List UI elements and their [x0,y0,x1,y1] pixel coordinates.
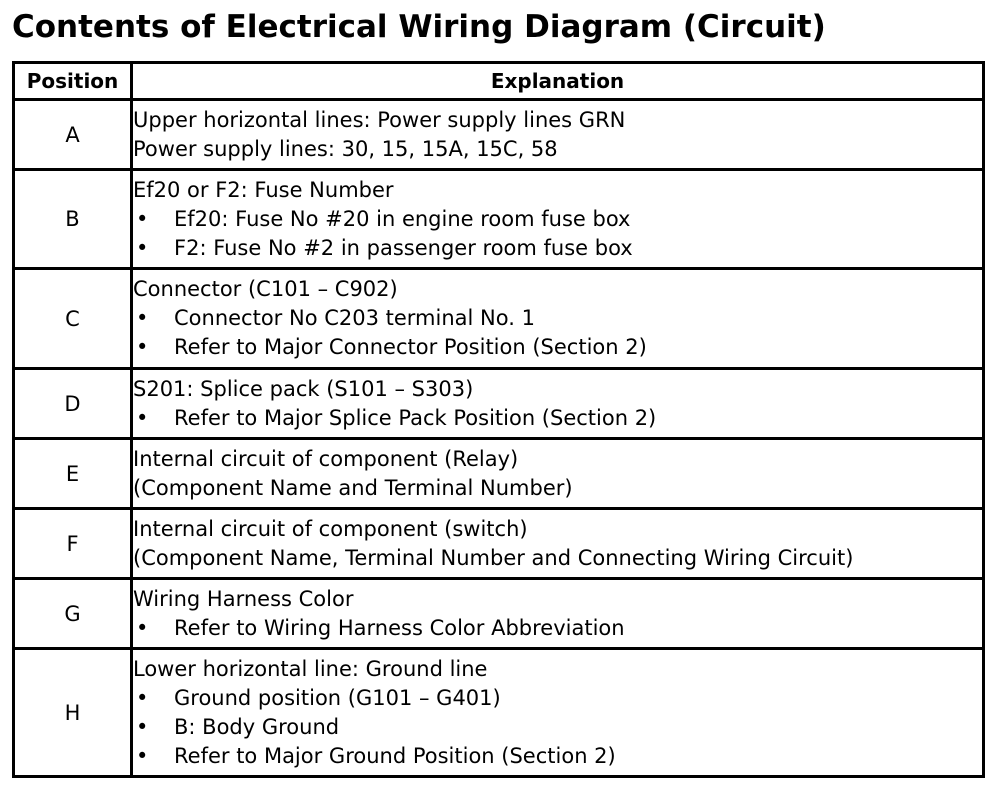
table-body [14,100,984,777]
bullet-item [133,205,982,234]
table-row [14,439,984,509]
explanation-line: Internal circuit of component (switch) [133,516,528,541]
position-cell: H [14,649,132,777]
bullet-icon: • [136,306,149,330]
bullet-text: F2: Fuse No #2 in passenger room fuse box [174,235,633,260]
table-row [14,369,984,439]
header-row [14,63,984,100]
bullet-item [133,234,982,263]
bullet-text: Refer to Major Ground Position (Section 2) [174,743,616,768]
bullet-text: Ground position (G101 – G401) [174,685,501,710]
bullet-icon: • [136,615,149,640]
bullet-icon: • [136,206,149,231]
explanation-line: S201: Splice pack (S101 – S303) [133,376,474,401]
explanation-line: Upper horizontal lines: Power supply lines GRN [133,107,626,132]
explanation-line: Ef20 or F2: Fuse Number [133,177,394,202]
table-row [14,579,984,649]
bullet-text: Refer to Wiring Harness Color Abbreviation [174,615,625,640]
bullet-icon: • [136,335,149,359]
bullet-item [133,404,982,433]
position-cell: A [14,100,132,170]
bullet-text: Refer to Major Connector Position (Section 2) [174,335,647,359]
bullet-icon: • [136,405,149,430]
bullet-text: Ef20: Fuse No #20 in engine room fuse box [174,206,631,231]
table-row [14,170,984,269]
explanation-cell [132,579,984,649]
bullet-icon: • [136,714,149,739]
position-cell: F [14,509,132,579]
explanation-line: Lower horizontal line: Ground line [133,656,488,681]
explanation-line: Internal circuit of component (Relay) [133,446,519,471]
explanation-line: (Component Name and Terminal Number) [133,475,573,500]
bullet-text: Refer to Major Splice Pack Position (Section 2) [174,405,657,430]
position-cell: B [14,170,132,269]
explanation-column-header: Explanation [132,63,984,100]
page-title: Contents of Electrical Wiring Diagram (Circuit) [12,9,826,45]
bullet-item [133,742,982,771]
bullet-text: B: Body Ground [174,714,340,739]
position-cell: E [14,439,132,509]
position-cell: D [14,369,132,439]
explanation-cell [132,509,984,579]
position-cell: G [14,579,132,649]
explanation-line: (Component Name, Terminal Number and Connecting Wiring Circuit) [133,545,854,570]
explanation-line: Connector (C101 – C902) [133,277,398,301]
explanation-line: Wiring Harness Color [133,586,354,611]
explanation-cell [132,170,984,269]
explanation-cell [132,439,984,509]
bullet-icon: • [136,685,149,710]
bullet-item [133,304,982,333]
explanation-cell [132,100,984,170]
bullet-icon: • [136,235,149,260]
bullet-item [133,333,982,362]
explanation-cell [132,649,984,777]
contents-table [12,61,985,778]
bullet-item [133,614,982,643]
explanation-cell [132,269,984,369]
table-row [14,509,984,579]
position-column-header: Position [14,63,132,100]
bullet-icon: • [136,743,149,768]
position-cell: C [14,269,132,369]
bullet-text: Connector No C203 terminal No. 1 [174,306,535,330]
table-row [14,649,984,777]
bullet-item [133,713,982,742]
explanation-cell [132,369,984,439]
explanation-line: Power supply lines: 30, 15, 15A, 15C, 58 [133,136,558,161]
bullet-item [133,684,982,713]
table-row [14,100,984,170]
table-row [14,269,984,369]
